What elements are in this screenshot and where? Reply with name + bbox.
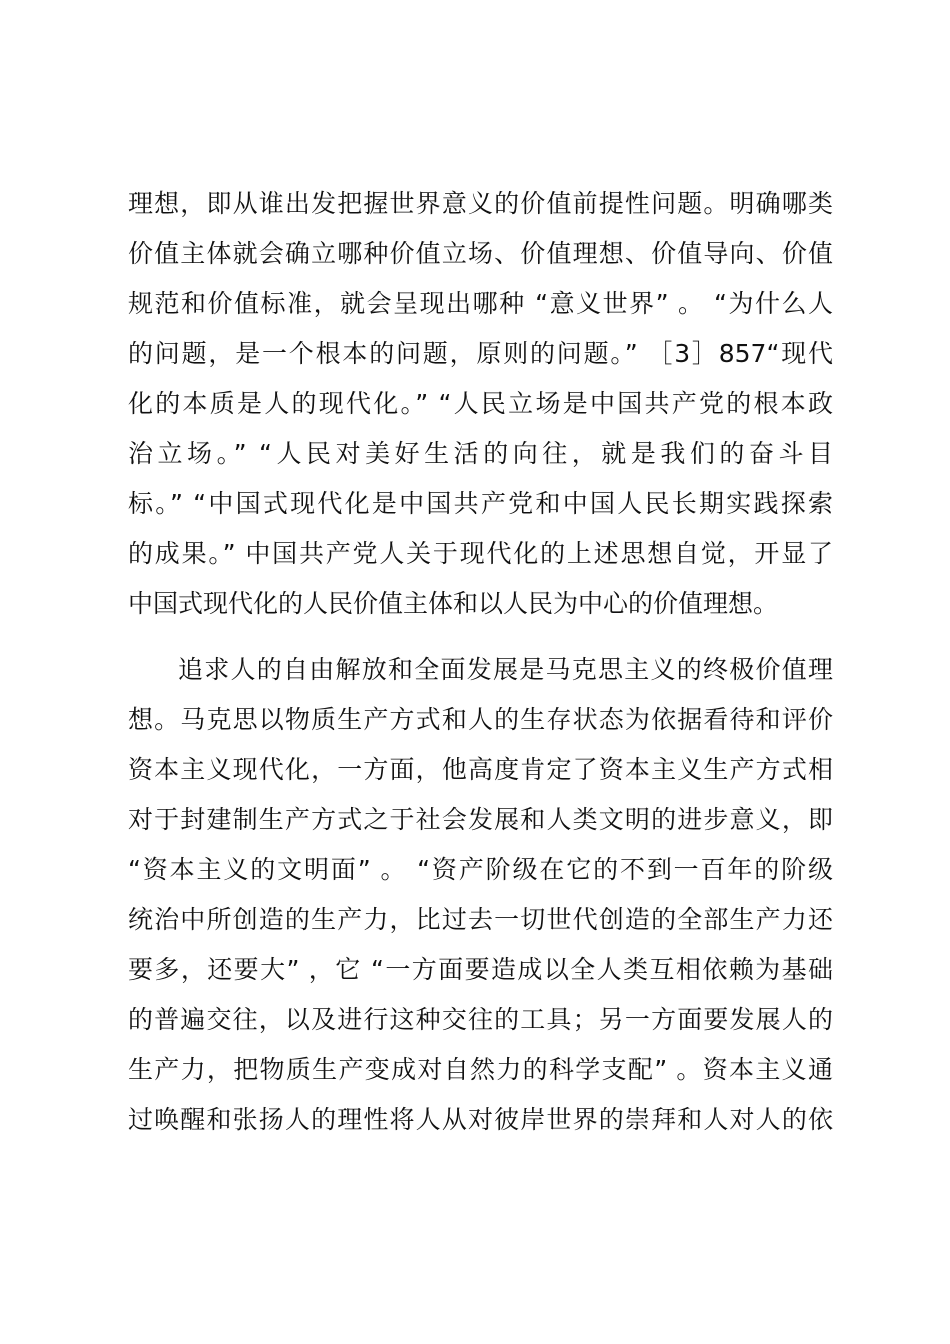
paragraph-line: 治立场。” “人民对美好生活的向往，就是我们的奋斗目 [128, 439, 833, 468]
paragraph-line: 理想，即从谁出发把握世界意义的价值前提性问题。明确哪类 [128, 189, 833, 218]
paragraph-line: “资本主义的文明面” 。 “资产阶级在它的不到一百年的阶级 [128, 855, 833, 884]
paragraph-line: 规范和价值标准，就会呈现出哪种 “意义世界” 。 “为什么人 [128, 289, 833, 318]
paragraph-line: 过唤醒和张扬人的理性将人从对彼岸世界的崇拜和人对人的依 [128, 1105, 833, 1134]
paragraph-line: 资本主义现代化，一方面，他高度肯定了资本主义生产方式相 [128, 755, 833, 784]
paragraph-line: 追求人的自由解放和全面发展是马克思主义的终极价值理 [178, 655, 833, 684]
paragraph-line: 化的本质是人的现代化。” “人民立场是中国共产党的根本政 [128, 389, 833, 418]
paragraph-line: 要多，还要大” ，它 “一方面要造成以全人类互相依赖为基础 [128, 955, 833, 984]
paragraph-line: 生产力，把物质生产变成对自然力的科学支配” 。资本主义通 [128, 1055, 833, 1084]
paragraph-line: 统治中所创造的生产力，比过去一切世代创造的全部生产力还 [128, 905, 833, 934]
paragraph-line: 的问题，是一个根本的问题，原则的问题。” ［3］857“现代 [128, 339, 833, 368]
paragraph-line: 的成果。” 中国共产党人关于现代化的上述思想自觉，开显了 [128, 539, 833, 568]
paragraph-line: 中国式现代化的人民价值主体和以人民为中心的价值理想。 [128, 589, 779, 618]
paragraph-line: 价值主体就会确立哪种价值立场、价值理想、价值导向、价值 [128, 239, 833, 268]
paragraph-line: 的普遍交往，以及进行这种交往的工具；另一方面要发展人的 [128, 1005, 833, 1034]
paragraph-line: 对于封建制生产方式之于社会发展和人类文明的进步意义，即 [128, 805, 833, 834]
paragraph-line: 想。马克思以物质生产方式和人的生存状态为依据看待和评价 [128, 705, 833, 734]
paragraph-line: 标。” “中国式现代化是中国共产党和中国人民长期实践探索 [128, 489, 833, 518]
